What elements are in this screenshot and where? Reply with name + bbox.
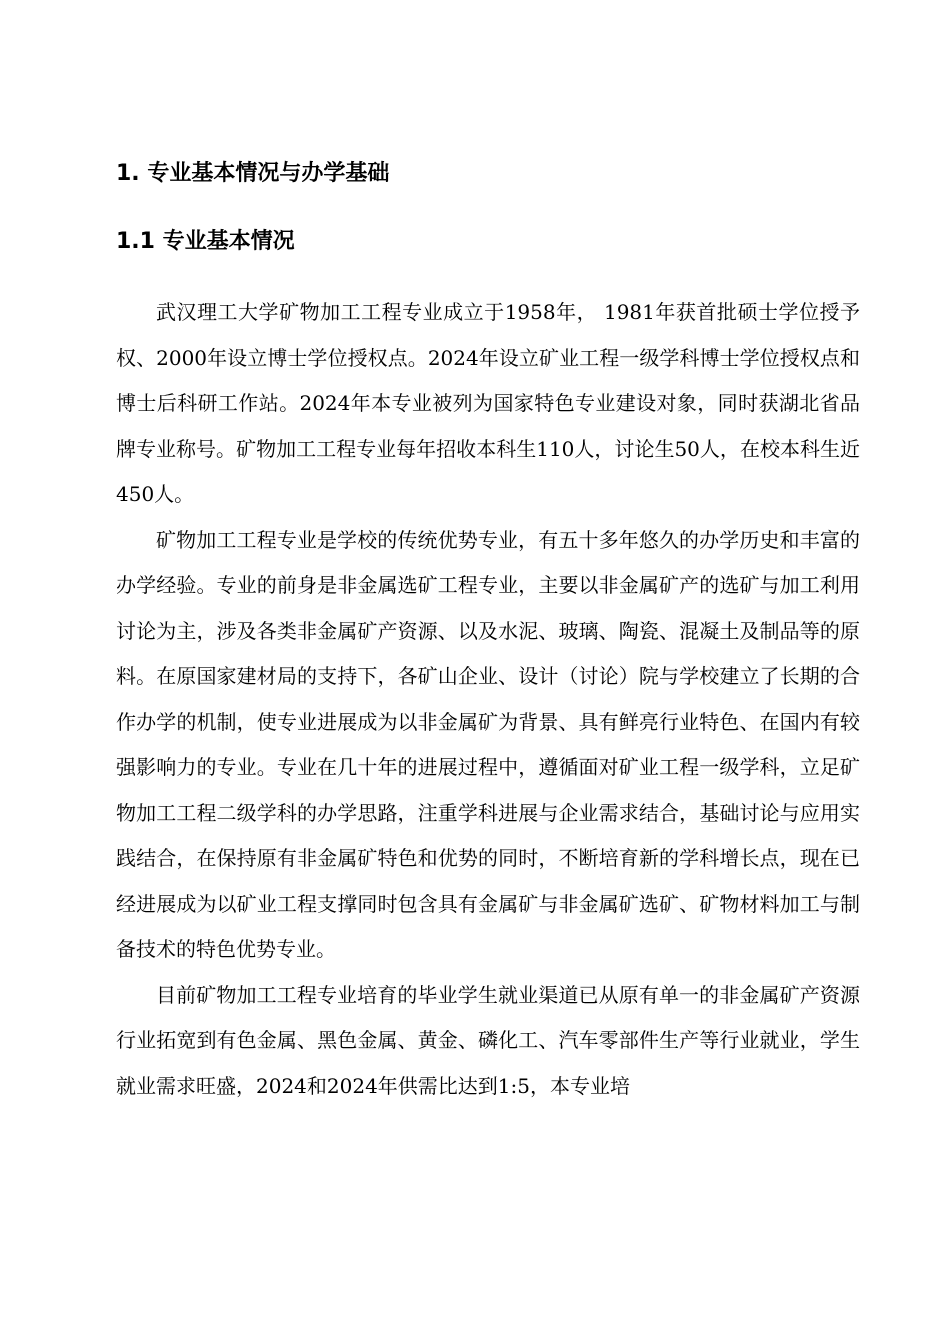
section-heading: 1. 专业基本情况与办学基础: [116, 161, 390, 186]
subsection-heading: 1.1 专业基本情况: [116, 229, 295, 254]
paragraph-employment: 目前矿物加工工程专业培育的毕业学生就业渠道已从原有单一的非金属矿产资源行业拓宽到有色金属、黑色金属、黄金、磷化工、汽车零部件生产等行业就业，学生就业需求旺盛，2024和2024年供需比达到1:5，本专业培: [116, 982, 860, 1098]
document-body: [116, 150, 860, 1109]
paragraph-tradition: 矿物加工工程专业是学校的传统优势专业，有五十多年悠久的办学历史和丰富的办学经验。专业的前身是非金属选矿工程专业，主要以非金属矿产的选矿与加工利用讨论为主，涉及各类非金属矿产资源、以及水泥、玻璃、陶瓷、混凝土及制品等的原料。在原国家建材局的支持下，各矿山企业、设计（讨论）院与学校建立了长期的合作办学的机制，使专业进展成为以非金属矿为背景、具有鲜亮行业特色、在国内有较强影响力的专业。专业在几十年的进展过程中，遵循面对矿业工程一级学科，立足矿物加工工程二级学科的办学思路，注重学科进展与企业需求结合，基础讨论与应用实践结合，在保持原有非金属矿特色和优势的同时，不断培育新的学科增长点，现在已经进展成为以矿业工程支撑同时包含具有金属矿与非金属矿选矿、矿物材料加工与制备技术的特色优势专业。: [116, 527, 860, 961]
paragraph-history: 武汉理工大学矿物加工工程专业成立于1958年， 1981年获首批硕士学位授予权、2000年设立博士学位授权点。2024年设立矿业工程一级学科博士学位授权点和博士后科研工作站。2024年本专业被列为国家特色专业建设对象，同时获湖北省品牌专业称号。矿物加工工程专业每年招收本科生110人，讨论生50人，在校本科生近450人。: [116, 300, 860, 506]
